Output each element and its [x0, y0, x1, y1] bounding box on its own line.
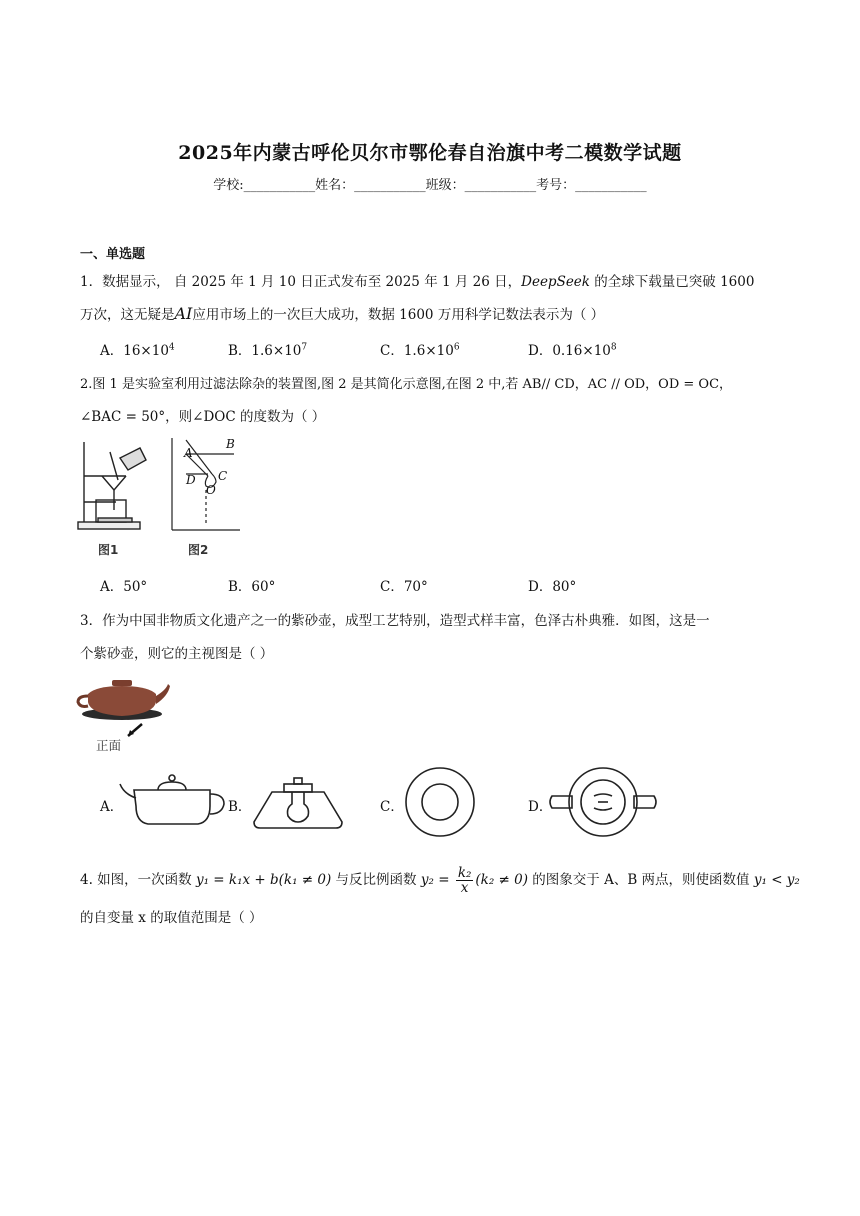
q4-line1: 4. 如图，一次函数 y₁ = k₁x + b(k₁ ≠ 0) 与反比例函数 y₂ = $\frac{\text{k₂}}{x}$ (k₂ ≠ 0) 的图象交于 A、B 两点，则使函数值 y₁ < y₂ — [80, 865, 800, 896]
label-d: D — [186, 473, 196, 487]
label-b: B — [226, 437, 235, 451]
label-c: C — [218, 469, 228, 483]
label-a: A — [184, 446, 193, 460]
q1-text-b: 的全球下载量已突破 1600 — [589, 274, 755, 290]
q1-deepseek: DeepSeek — [521, 274, 590, 290]
q2-option-b: B．60° — [228, 579, 276, 595]
q3-option-a-label: A． — [100, 799, 124, 815]
q1-option-b: B．$1.6\times 10^7$ — [228, 342, 308, 359]
q3-line2: 个紫砂壶，则它的主视图是（ ） — [80, 646, 274, 662]
q2-option-a: A．50° — [100, 579, 148, 595]
label-o: O — [206, 483, 216, 497]
page-title: 2025年内蒙古呼伦贝尔市鄂伦春自治旗中考二模数学试题 — [178, 142, 682, 164]
q3-option-a-drawing — [118, 770, 228, 830]
q2-option-c: C．70° — [380, 579, 428, 595]
q3-option-b-label: B． — [228, 799, 252, 815]
figure1-caption: 图1 — [98, 543, 119, 557]
section-heading: 一、单选题 — [80, 247, 146, 262]
q3-option-b-drawing — [250, 770, 346, 832]
teapot-photo — [76, 672, 172, 752]
figure2-caption: 图2 — [188, 543, 209, 557]
q2-line2: ∠BAC = 50°，则∠DOC 的度数为（ ） — [80, 409, 326, 425]
q1-line1 — [80, 270, 754, 290]
simplified-diagram-figure — [164, 434, 244, 534]
q1-text-d: 应用市场上的一次巨大成功，数据 1600 万用科学记数法表示为（ ） — [192, 307, 605, 323]
q1-text-c: 万次，这无疑是 — [80, 307, 175, 323]
q1-option-c: C．$1.6\times 10^6$ — [380, 342, 460, 359]
linear-function: y₁ = k₁x + b(k₁ ≠ 0) — [195, 872, 332, 888]
student-info-line: 学校:___________姓名：___________班级：___________考号：___________ — [213, 178, 647, 193]
inverse-function: y₂ = — [420, 872, 450, 888]
q3-option-c-drawing — [400, 766, 480, 838]
q3-option-d-label: D． — [528, 799, 553, 815]
q3-option-d-drawing — [546, 766, 660, 838]
q1-option-a: A．$16\times 10^4$ — [100, 342, 175, 359]
q4-line2: 的自变量 x 的取值范围是（ ） — [80, 910, 263, 926]
q2-option-d: D．80° — [528, 579, 577, 595]
q3-option-c-label: C． — [380, 799, 404, 815]
fraction: $\frac{\text{k₂}}{x}$ — [457, 865, 472, 896]
q2-line1: 2.图 1 是实验室利用过滤法除杂的装置图,图 2 是其简化示意图,在图 2 中,若 AB// CD，AC // OD，OD = OC， — [80, 377, 733, 392]
filtration-apparatus-figure — [76, 434, 152, 534]
q1-text-a: 1．数据显示， 自 2025 年 1 月 10 日正式发布至 2025 年 1 月 26 日， — [80, 274, 522, 290]
q1-option-d: D．$0.16\times 10^8$ — [528, 342, 617, 359]
q1-ai: AI — [174, 304, 193, 323]
q3-line1: 3．作为中国非物质文化遗产之一的紫砂壶，成型工艺特别，造型式样丰富，色泽古朴典雅．如图，这是一 — [80, 613, 710, 629]
front-label: 正面 — [96, 738, 122, 753]
inequality: y₁ < y₂ — [753, 872, 800, 888]
q1-line2 — [80, 303, 604, 323]
